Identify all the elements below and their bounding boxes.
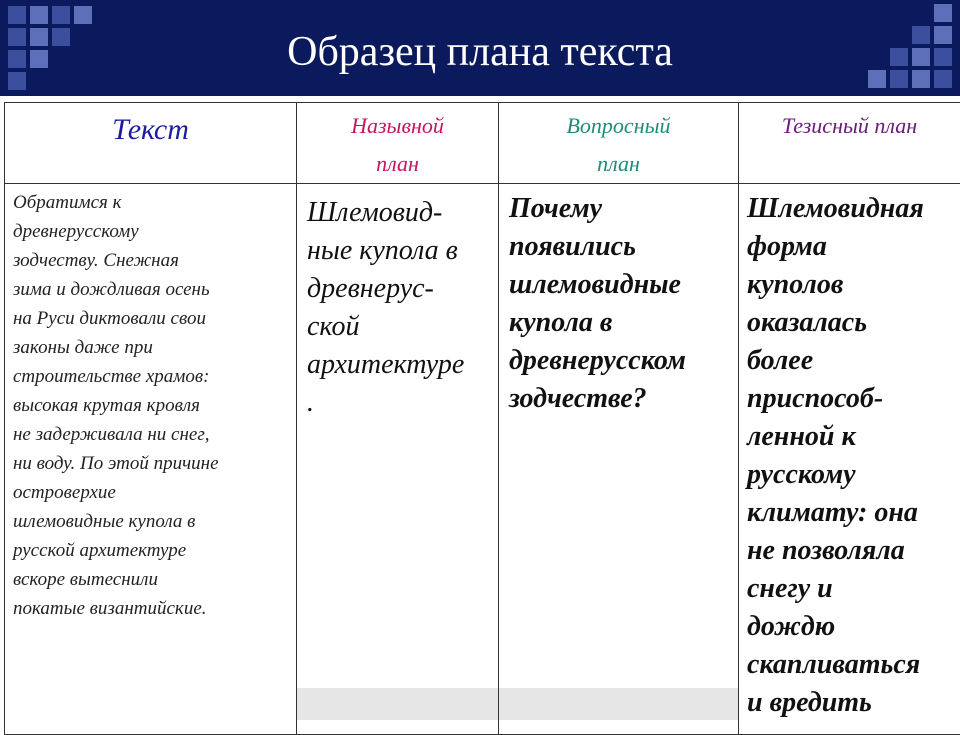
thesis-plan-line: дождю [747, 608, 954, 646]
slide-title: Образец плана текста [0, 28, 960, 76]
header-question-line2: план [499, 145, 738, 183]
decor-square [52, 6, 70, 24]
thesis-plan-line: не позволяла [747, 532, 954, 570]
nominative-plan-line: архитектуре [307, 346, 492, 384]
decor-square [30, 6, 48, 24]
nominative-plan-line: ные купола в [307, 232, 492, 270]
source-text-line: зодчеству. Снежная [13, 246, 288, 275]
nominative-plan-line: ской [307, 308, 492, 346]
source-text-line: вскоре вытеснили [13, 565, 288, 594]
thesis-plan-cell [739, 184, 960, 735]
nominative-plan-line: древнерус- [307, 270, 492, 308]
question-plan-line: шлемовидные [509, 266, 732, 304]
thesis-plan-line: Шлемовидная [747, 190, 954, 228]
header-cell-question [499, 103, 739, 184]
table-body-row [5, 184, 960, 735]
nominative-plan-cell [297, 184, 499, 735]
header-question-line1: Вопросный [499, 103, 738, 145]
question-plan-line: зодчестве? [509, 380, 732, 418]
source-text-line: строительстве храмов: [13, 362, 288, 391]
decor-square [74, 6, 92, 24]
header-cell-thesis [739, 103, 960, 184]
thesis-plan-line: куполов [747, 266, 954, 304]
decor-square [934, 4, 952, 22]
question-plan-line: Почему [509, 190, 732, 228]
thesis-plan-line: форма [747, 228, 954, 266]
thesis-plan-line: ленной к [747, 418, 954, 456]
source-text-line: ни воду. По этой причине [13, 449, 288, 478]
thesis-plan-line: русскому [747, 456, 954, 494]
question-plan-line: купола в [509, 304, 732, 342]
source-text-line: покатые византийские. [13, 594, 288, 623]
slide-header [0, 0, 960, 96]
source-text-line: законы даже при [13, 333, 288, 362]
source-text-line: островерхие [13, 478, 288, 507]
thesis-plan-line: климату: она [747, 494, 954, 532]
source-text-line: древнерусскому [13, 217, 288, 246]
thesis-plan-line: оказалась [747, 304, 954, 342]
question-plan-cell [499, 184, 739, 735]
source-text-line: шлемовидные купола в [13, 507, 288, 536]
header-cell-nominative [297, 103, 499, 184]
thesis-plan-line: и вредить [747, 684, 954, 722]
source-text-line: на Руси диктовали свои [13, 304, 288, 333]
header-text-label: Текст [5, 103, 296, 147]
header-nominative-line1: Назывной [297, 103, 498, 145]
question-plan-line: древнерусском [509, 342, 732, 380]
header-nominative-line2: план [297, 145, 498, 183]
header-cell-text [5, 103, 297, 184]
source-text-line: высокая крутая кровля [13, 391, 288, 420]
nominative-plan-line: Шлемовид- [307, 194, 492, 232]
thesis-plan-line: более [747, 342, 954, 380]
source-text-cell [5, 184, 297, 735]
plan-table [4, 102, 960, 735]
thesis-plan-line: приспособ- [747, 380, 954, 418]
source-text-line: русской архитектуре [13, 536, 288, 565]
thesis-plan-line: снегу и [747, 570, 954, 608]
source-text-line: не задерживала ни снег, [13, 420, 288, 449]
decor-square [8, 6, 26, 24]
thesis-plan-line: скапливаться [747, 646, 954, 684]
table-header-row [5, 103, 960, 184]
header-thesis-label: Тезисный план [739, 103, 960, 145]
source-text-line: зима и дождливая осень [13, 275, 288, 304]
question-plan-line: появились [509, 228, 732, 266]
nominative-plan-line: . [307, 384, 492, 422]
source-text-line: Обратимся к [13, 188, 288, 217]
